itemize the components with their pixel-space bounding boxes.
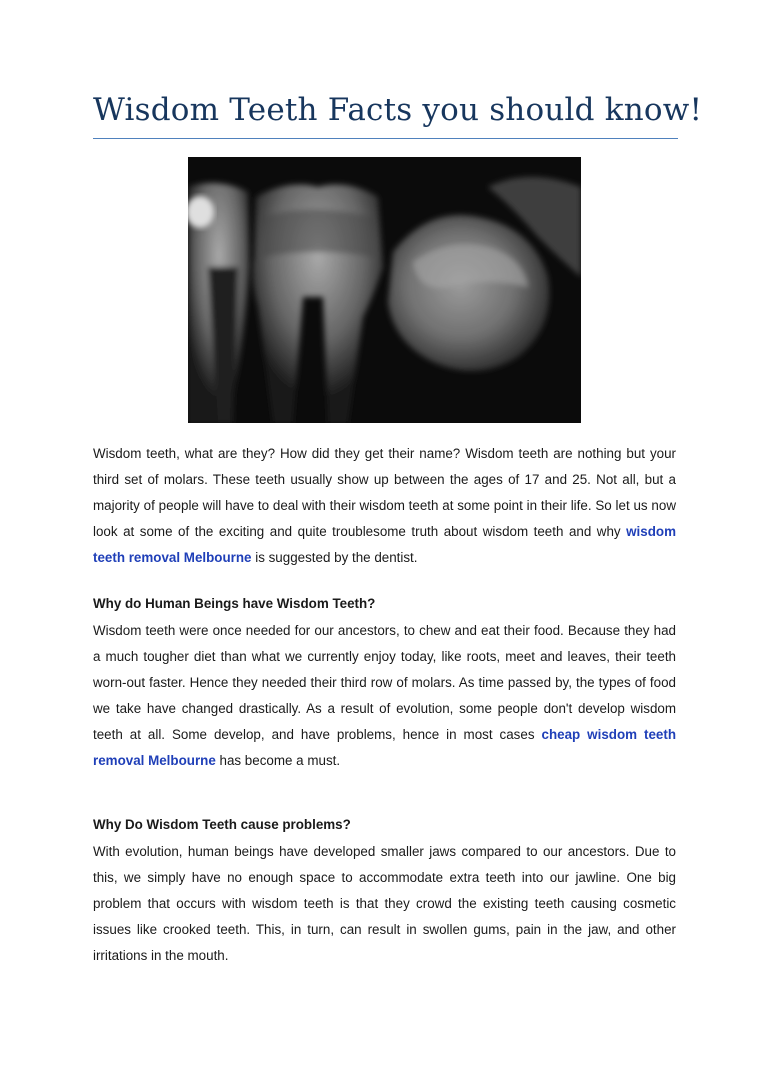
dental-xray-image [188, 157, 581, 423]
wisdom-teeth-removal-link[interactable]: wisdom teeth removal Melbourne [93, 524, 676, 566]
xray-drawing [188, 157, 581, 423]
section2-heading: Why Do Wisdom Teeth cause problems? [93, 817, 351, 832]
intro-text-before: Wisdom teeth, what are they? How did they get their name? Wisdom teeth are nothing but your third set of molars. These teeth usually show up between the ages of 17 and 25. Not all, but a majority of people will have to deal with their wisdom teeth at some point in their life. So let us now look at some of the exciting and quite troublesome truth about wisdom teeth and why [93, 446, 676, 540]
section1-text-before: Wisdom teeth were once needed for our ancestors, to chew and eat their food. Because they had a much tougher diet than what we currently enjoy today, like roots, meet and leaves, their teeth worn-out faster. Hence they needed their third row of molars. As time passed by, the types of food we take have changed drastically. As a result of evolution, some people don't develop wisdom teeth at all. Some develop, and have problems, hence in most cases [93, 623, 676, 743]
section1-heading: Why do Human Beings have Wisdom Teeth? [93, 596, 376, 611]
page-title: Wisdom Teeth Facts you should know! [93, 92, 703, 128]
section2-paragraph: With evolution, human beings have developed smaller jaws compared to our ancestors. Due to this, we simply have no enough space to accommodate extra teeth into our jawline. One big problem that occurs with wisdom teeth is that they crowd the existing teeth causing cosmetic issues like crooked teeth. This, in turn, can result in swollen gums, pain in the jaw, and other irritations in the mouth. [93, 844, 676, 964]
section1-text-after: has become a must. [215, 753, 341, 769]
title-underline [93, 138, 678, 139]
cheap-removal-link[interactable]: cheap wisdom teeth removal Melbourne [93, 727, 676, 769]
intro-paragraph [93, 441, 676, 571]
section1-paragraph [93, 618, 676, 775]
intro-text-after: is suggested by the dentist. [251, 550, 418, 566]
